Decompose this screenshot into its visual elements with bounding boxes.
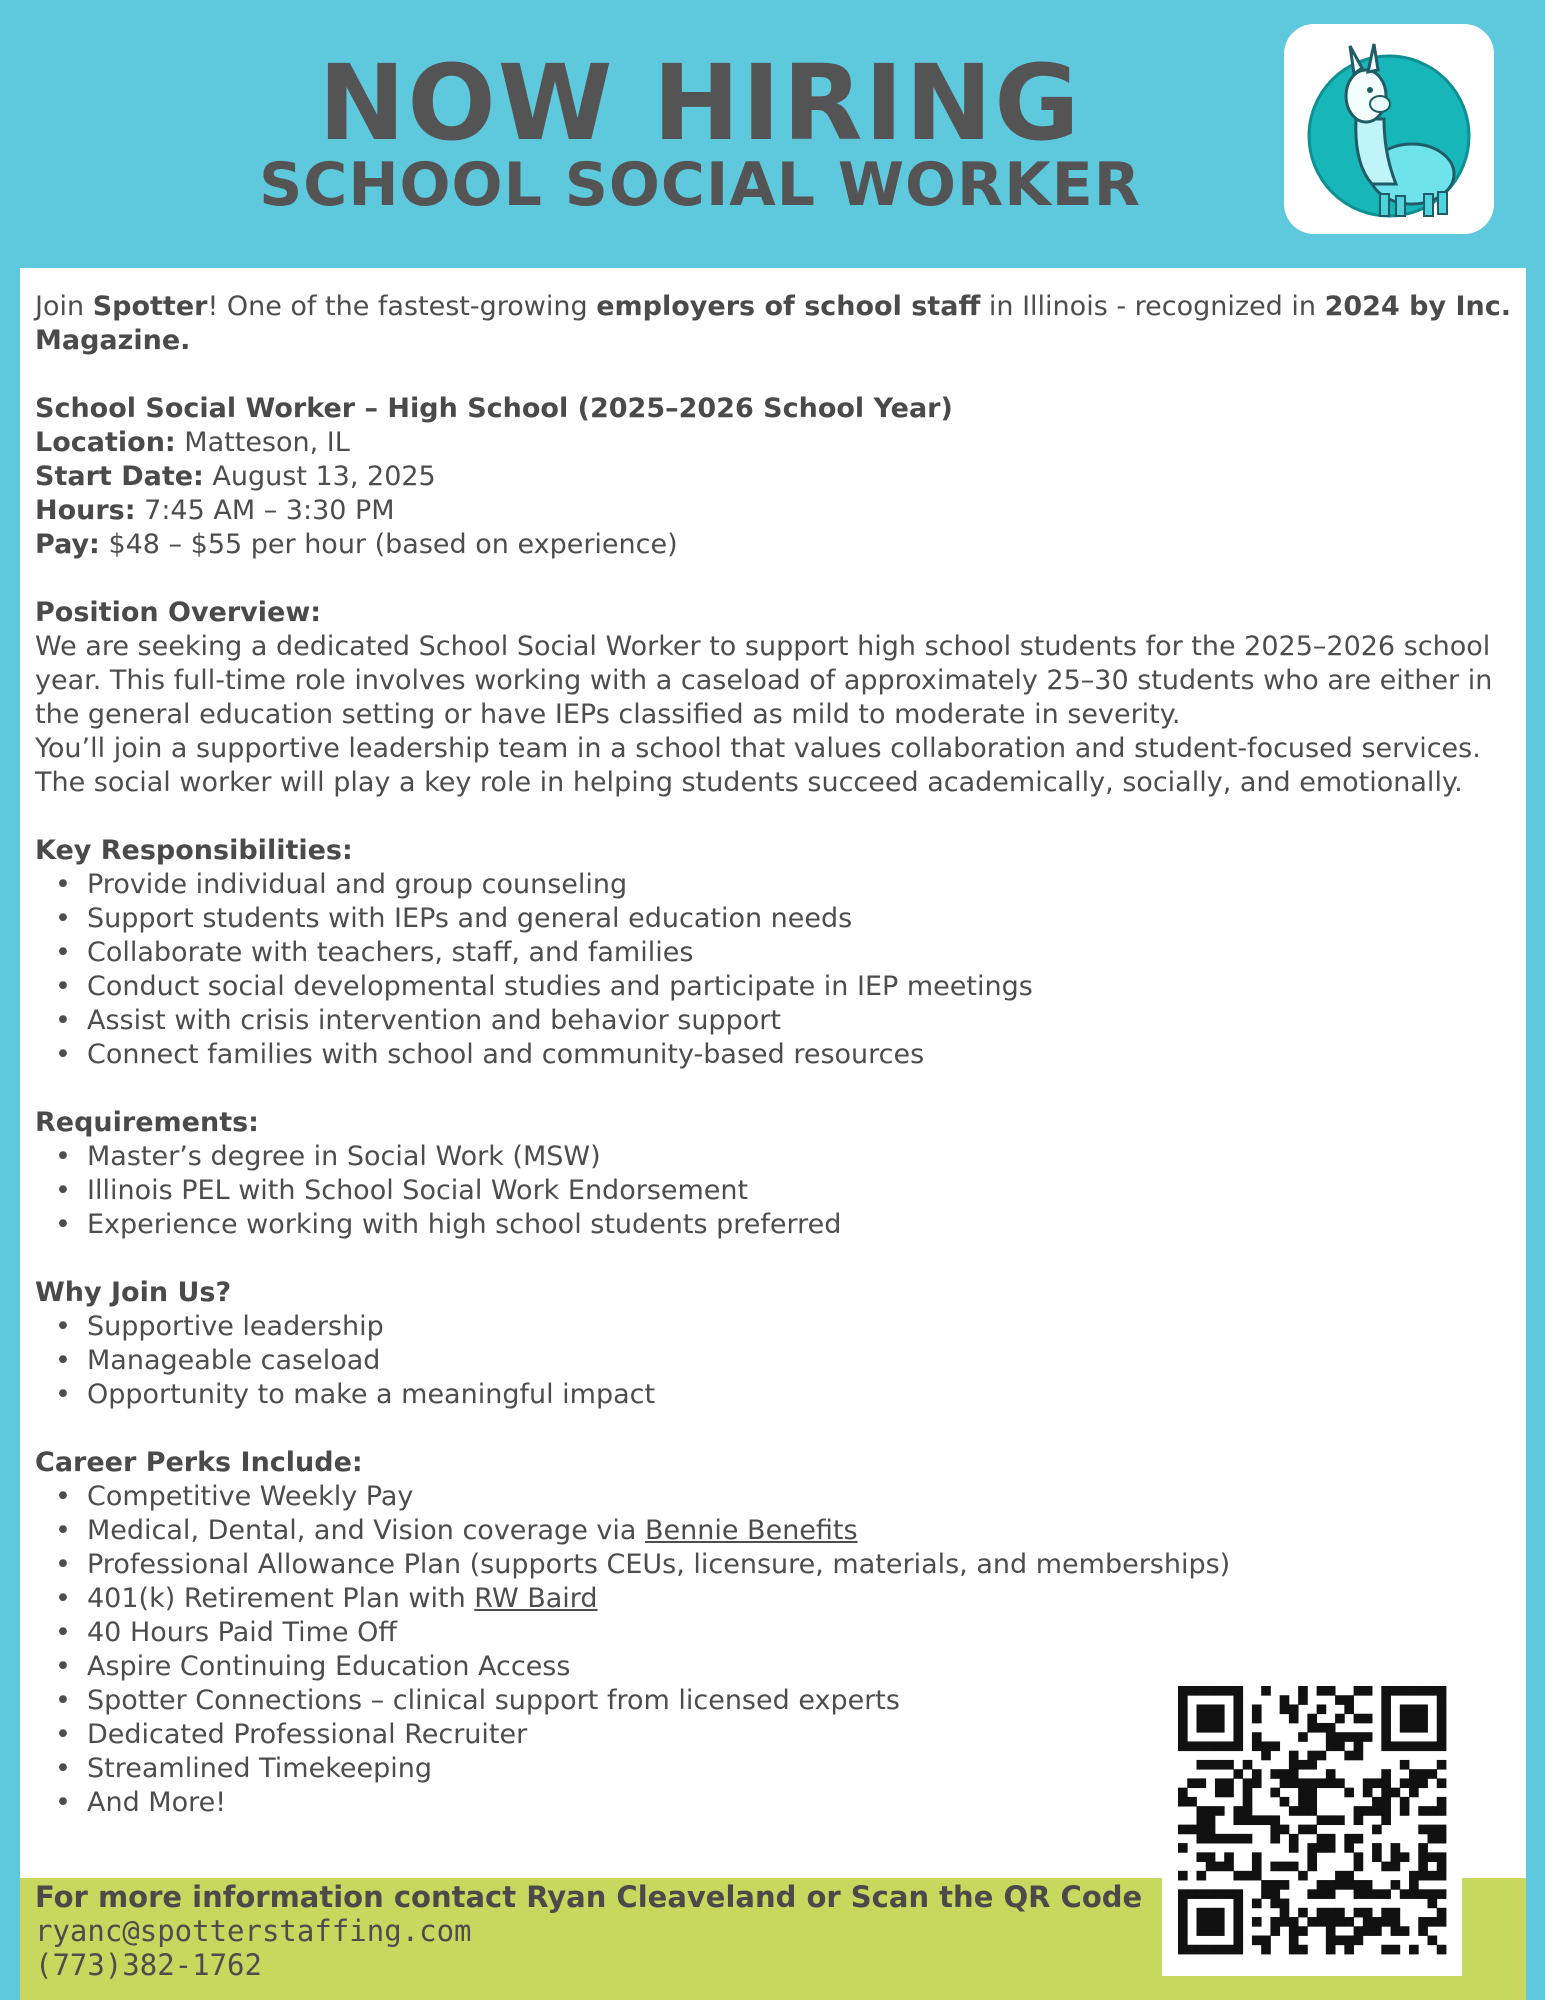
- list-item: • Provide individual and group counseling: [35, 868, 1515, 902]
- list-item: • Dedicated Professional Recruiter: [35, 1718, 1515, 1752]
- list-item: • Opportunity to make a meaningful impact: [35, 1378, 1515, 1412]
- list-item: • Professional Allowance Plan (supports CEUs, licensure, materials, and memberships): [35, 1548, 1515, 1582]
- list-item: • Assist with crisis intervention and behavior support: [35, 1004, 1515, 1038]
- responsibilities-heading: Key Responsibilities:: [35, 835, 353, 866]
- perk-text: 401(k) Retirement Plan with: [87, 1583, 475, 1614]
- location-line: [35, 426, 1515, 460]
- responsibilities-list: [35, 868, 1515, 1072]
- company-name: Spotter: [92, 291, 208, 322]
- intro-highlight: 2024 by Inc. Magazine.: [35, 291, 1512, 356]
- qr-code-icon: [1162, 1666, 1462, 1976]
- rw-baird-link[interactable]: RW Baird: [474, 1583, 598, 1614]
- requirements-list: [35, 1140, 1515, 1242]
- hours-label: Hours:: [35, 495, 136, 526]
- list-item: • Experience working with high school students preferred: [35, 1208, 1515, 1242]
- list-item: • 40 Hours Paid Time Off: [35, 1616, 1515, 1650]
- list-item: [35, 1582, 1515, 1616]
- location-value: Matteson, IL: [175, 427, 350, 458]
- job-heading: School Social Worker – High School (2025–2026 School Year): [35, 393, 953, 424]
- list-item: • Connect families with school and community-based resources: [35, 1038, 1515, 1072]
- start-date-value: August 13, 2025: [203, 461, 436, 492]
- list-item: • Streamlined Timekeeping: [35, 1752, 1515, 1786]
- qr-code[interactable]: [1162, 1666, 1462, 1976]
- intro-paragraph: [35, 290, 1515, 358]
- hours-line: [35, 494, 1515, 528]
- list-item: • Aspire Continuing Education Access: [35, 1650, 1515, 1684]
- list-item: • Support students with IEPs and general education needs: [35, 902, 1515, 936]
- list-item: • Spotter Connections – clinical support from licensed experts: [35, 1684, 1515, 1718]
- llama-logo-icon: [1284, 24, 1494, 234]
- list-item: [35, 1514, 1515, 1548]
- why-join-heading: Why Join Us?: [35, 1277, 232, 1308]
- perks-heading: Career Perks Include:: [35, 1447, 363, 1478]
- contact-email[interactable]: ryanc@spotterstaffing.com: [35, 1914, 472, 1948]
- start-date-label: Start Date:: [35, 461, 204, 492]
- job-posting-body: [35, 290, 1515, 1820]
- hours-value: 7:45 AM – 3:30 PM: [135, 495, 395, 526]
- location-label: Location:: [35, 427, 176, 458]
- overview-paragraph: We are seeking a dedicated School Social Worker to support high school students for the 2025–2026 school year. This full-time role involves working with a caseload of approximately 25–30 students who are either in the general education setting or have IEPs classified as mild to moderate in severity.: [35, 631, 1493, 730]
- logo: [1284, 24, 1494, 234]
- requirements-heading: Requirements:: [35, 1107, 259, 1138]
- intro-text: ! One of the fastest-growing: [207, 291, 597, 322]
- intro-highlight: employers of school staff: [596, 291, 981, 322]
- list-item: • Conduct social developmental studies and participate in IEP meetings: [35, 970, 1515, 1004]
- perk-text: Medical, Dental, and Vision coverage via: [87, 1515, 645, 1546]
- list-item: • Manageable caseload: [35, 1344, 1515, 1378]
- list-item: • Collaborate with teachers, staff, and families: [35, 936, 1515, 970]
- list-item: • Illinois PEL with School Social Work Endorsement: [35, 1174, 1515, 1208]
- pay-value: $48 – $55 per hour (based on experience): [99, 529, 678, 560]
- page-subtitle: SCHOOL SOCIAL WORKER: [259, 150, 1141, 220]
- overview-paragraph: You’ll join a supportive leadership team in a school that values collaboration and student-focused services. The social worker will play a key role in helping students succeed academically, socially, and emotionally.: [35, 733, 1481, 798]
- contact-heading: For more information contact Ryan Cleaveland or Scan the QR Code: [35, 1880, 1143, 1914]
- pay-label: Pay:: [35, 529, 100, 560]
- list-item: • Master’s degree in Social Work (MSW): [35, 1140, 1515, 1174]
- contact-phone[interactable]: (773)382-1762: [35, 1948, 262, 1982]
- list-item: • Supportive leadership: [35, 1310, 1515, 1344]
- start-date-line: [35, 460, 1515, 494]
- contact-info: [35, 1880, 1142, 1982]
- intro-text: Join: [35, 291, 93, 322]
- why-join-list: [35, 1310, 1515, 1412]
- list-item: • Competitive Weekly Pay: [35, 1480, 1515, 1514]
- page-title: NOW HIRING: [318, 42, 1082, 164]
- pay-line: [35, 528, 1515, 562]
- overview-heading: Position Overview:: [35, 597, 322, 628]
- intro-text: in Illinois - recognized in: [980, 291, 1325, 322]
- list-item: • And More!: [35, 1786, 1515, 1820]
- bennie-benefits-link[interactable]: Bennie Benefits: [645, 1515, 858, 1546]
